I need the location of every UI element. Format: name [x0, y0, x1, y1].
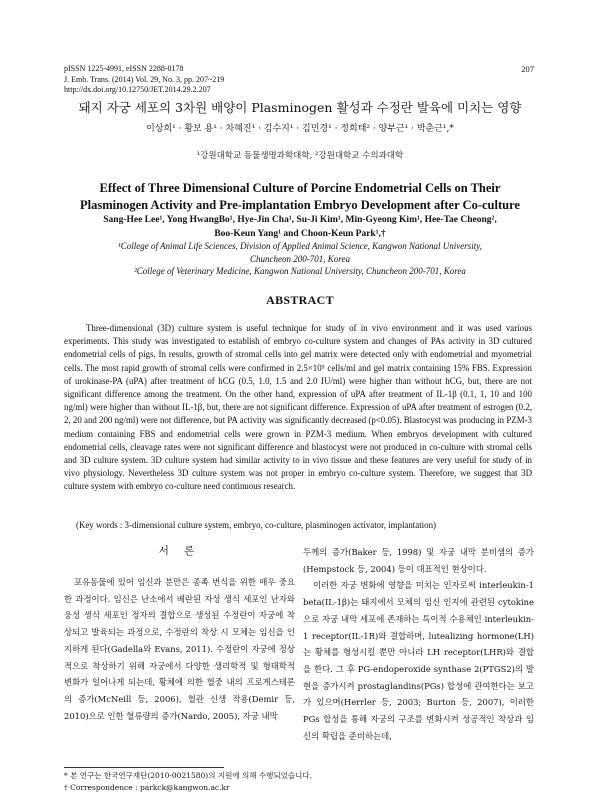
- english-authors-line-1: Sang-Hee Lee¹, Yong HwangBo¹, Hye-Jin Cha¹, Su-Ji Kim¹, Min-Gyeong Kim¹, Hee-Tae Cheong²,: [103, 215, 497, 225]
- body-column-right: [303, 544, 534, 744]
- footnote-divider: [64, 767, 224, 768]
- keywords: (Key words : 3-dimensional culture system, embryo, co-culture, plasminogen activator, implantation): [76, 520, 436, 530]
- abstract-body: Three-dimensional (3D) culture system is useful technique for study of in vivo environment and it was used various experiments. This study was investigated to establish of embryo co-culture system and changes of PAs activity in 3D cultured endometrial cells of pigs. In results, growth of stromal cells into gel matrix were detected only with endometrial and myometrial cells. The most rapid growth of stromal cells were confirmed in 2.5×10⁵ cells/ml and gel matrix containing 15% FBS. Expression of urokinase-PA (uPA) after treatment of hCG (0.5, 1.0, 1.5 and 2.0 IU/ml) were higher than without hCG, but, there are not significant difference among the treatment. On the other hand, expression of uPA after treatment of IL-1β (0.1, 1, 10 and 100 ng/ml) were higher than without IL-1β, but, there are not significant difference. Expression of uPA after treatment of estrogen (0.2, 2, 20 and 200 ng/ml) were not difference, but PA activity was significantly decreased (p<0.05). Blastocyst was producing in PZM-3 medium containing FBS and endometrial cells were grown in PZM-3 medium. When embryos development with cultured endometrial cells, cleavage rates were not significant difference and blastocyst were not produced in co-culture with stromal cells and 3D culture system. 3D culture system had similar activity to in vivo tissue and these features are very useful for study of in vivo physiology. Nevertheless 3D culture system was not proper in embryo co-culture system. Therefore, we suggest that 3D culture system with embryo co-culture need continuous research.: [64, 323, 532, 492]
- korean-title: 돼지 자궁 세포의 3차원 배양이 Plasminogen 활성과 수정란 발육에 미치는 영향: [78, 100, 522, 115]
- introduction-paragraph-2: 이러한 자궁 변화에 영향을 미치는 인자로써 interleukin-1 beta(IL-1β)는 돼지에서 모체의 임신 인지에 관련된 cytokine으로 자궁 내막 세포에 존재하는 특이적 수용체인 interleukin-1 receptor(IL-1R)와 결합하며, lutealizing hormone(LH)는 황체를 형성시킬 뿐만 아니라 LH receptor(LHR)와 결합을 한다. 그 후 PG-endoperoxide synthase 2(PTGS2)의 발현을 증가시켜 prostaglandins(PGs) 합성에 관여한다는 보고가 있으며(Herrler 등, 2003; Burton 등, 2007), 이러한 PGs 합성을 통해 자궁의 구조를 변화시켜 성공적인 착상과 임신의 확립을 준비하는데,: [303, 580, 534, 741]
- citation-line: J. Emb. Trans. (2014) Vol. 29, No. 3, pp. 207~219: [64, 74, 225, 84]
- journal-metadata: [64, 64, 224, 96]
- introduction-heading: 서 론: [158, 545, 201, 557]
- english-authors: [40, 213, 560, 241]
- introduction-paragraph-1: 포유동물에 있어 임신과 분만은 종족 번식을 위한 매우 중요한 과정이다. 임신은 난소에서 배란된 자성 생식 세포인 난자와 웅성 생식 세포인 정자의 결합으로 생성된 수정란이 자궁에 착상되고 발육되는 과정으로, 수정란의 착상 시 모체는 임신을 인지하게 된다(Gadella와 Evans, 2011). 수정란이 자궁에 정상적으로 착상하기 위해 자궁에서 다양한 생리학적 및 형태학적 변화가 일어나게 되는데, 황체에 의한 혈중 내의 프로게스테론의 증가(McNeill 등, 2006), 혈관 신생 작용(Demir 등, 2010)으로 인한 혈류량의 증가(Nardo, 2005), 자궁 내막: [64, 577, 295, 721]
- english-title-line-1: Effect of Three Dimensional Culture of Porcine Endometrial Cells on Their: [99, 181, 501, 195]
- footnotes: [64, 770, 312, 794]
- affiliation-1-line-1: ¹College of Animal Life Sciences, Division of Applied Animal Science, Kangwon National University,: [118, 241, 482, 251]
- english-title: [40, 180, 560, 214]
- introduction-paragraph-1-continued: 두께의 증가(Baker 등, 1998) 및 자궁 내막 분비샘의 증가(Hempstock 등, 2004) 등이 대표적인 현상이다.: [303, 547, 534, 574]
- issn-line: pISSN 1225-4991, eISSN 2288-0178: [64, 64, 184, 73]
- funding-footnote: * 본 연구는 한국연구재단(2010-0021580)의 지원에 의해 수행되었습니다.: [64, 771, 312, 780]
- affiliation-2: ²College of Veterinary Medicine, Kangwon National University, Chuncheon 200-701, Korea: [134, 266, 466, 276]
- body-column-left: [64, 544, 295, 724]
- korean-authors: 이상희¹ · 황보 용¹ · 차혜진¹ · 김수지¹ · 김민경¹ · 정희태² · 양부근¹ · 박춘근¹,*: [146, 124, 454, 134]
- english-authors-line-2: Boo-Keun Yang¹ and Choon-Keun Park¹,†: [214, 229, 386, 239]
- doi-link[interactable]: http://dx.doi.org/10.12750/JET.2014.29.2.207: [64, 85, 211, 94]
- affiliation-1-line-2: Chuncheon 200-701, Korea: [250, 253, 350, 264]
- english-title-line-2: Plasminogen Activity and Pre-implantation Embryo Development after Co-culture: [80, 198, 520, 212]
- english-affiliations: [40, 240, 560, 278]
- korean-affiliation: ¹강원대학교 동물생명과학대학, ²강원대학교 수의과대학: [196, 151, 404, 161]
- abstract-heading: ABSTRACT: [266, 293, 334, 307]
- page-number: 207: [521, 64, 534, 74]
- correspondence-footnote[interactable]: † Correspondence : parkck@kangwon.ac.kr: [64, 783, 230, 792]
